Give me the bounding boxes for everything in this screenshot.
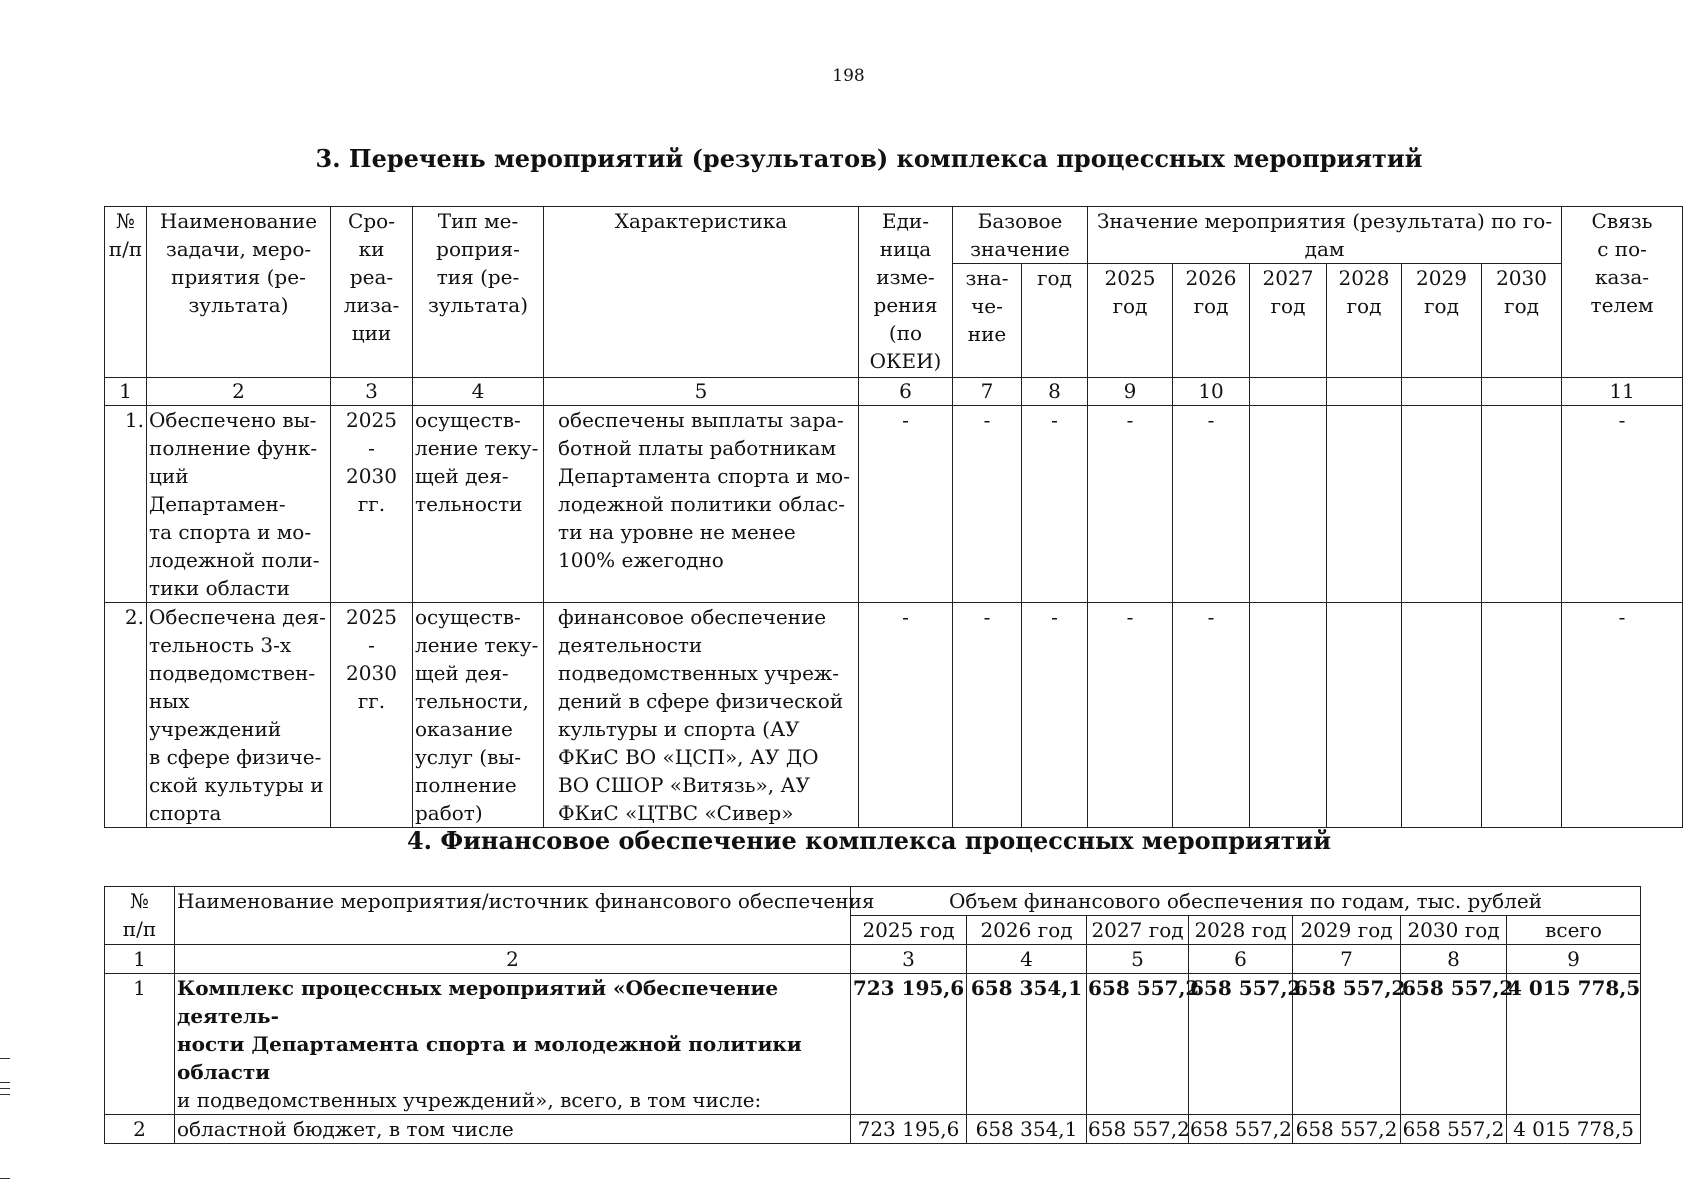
section3-title: 3. Перечень мероприятий (результатов) комплекса процессных мероприятий — [315, 144, 1423, 173]
col-number: 8 — [1022, 378, 1088, 406]
header-year-2028: 2028 год — [1327, 264, 1402, 378]
margin-mark — [0, 1082, 10, 1083]
row-y2030 — [1482, 406, 1562, 603]
row-y2026: - — [1173, 603, 1250, 828]
row-num: 1. — [105, 406, 147, 603]
margin-mark — [0, 1178, 10, 1179]
row-y2028 — [1327, 406, 1402, 603]
col-number: 4 — [413, 378, 544, 406]
row-base-value: - — [953, 603, 1022, 828]
col-number-empty — [1250, 378, 1327, 406]
row-y2025: - — [1088, 406, 1173, 603]
margin-mark — [0, 1088, 10, 1089]
row-name: Обеспечено вы- полнение функ- ций Департамен- та спорта и мо- лодежной поли- тики области — [147, 406, 331, 603]
header-characteristic: Характеристика — [544, 207, 859, 378]
fin-header-year: 2030 год — [1401, 916, 1507, 945]
table-row — [105, 974, 1641, 1115]
col-number: 1 — [105, 378, 147, 406]
header-year-2026: 2026 год — [1173, 264, 1250, 378]
fin-value: 658 557,2 — [1401, 1115, 1507, 1144]
activities-table — [104, 206, 1683, 828]
row-y2026: - — [1173, 406, 1250, 603]
header-base-value: зна- че- ние — [953, 264, 1022, 378]
column-number-row — [105, 378, 1683, 406]
col-number: 7 — [953, 378, 1022, 406]
fin-value: 658 557,2 — [1189, 1115, 1293, 1144]
fin-header-name: Наименование мероприятия/источник финансового обеспечения — [175, 887, 851, 945]
col-number: 9 — [1507, 945, 1641, 974]
col-number: 3 — [331, 378, 413, 406]
fin-value-total: 4 015 778,5 — [1507, 1115, 1641, 1144]
row-type: осуществ- ление теку- щей дея- тельности — [413, 406, 544, 603]
header-num: № п/п — [105, 207, 147, 378]
row-y2028 — [1327, 603, 1402, 828]
fin-value: 658 557,2 — [1401, 974, 1507, 1115]
margin-mark — [0, 1058, 10, 1059]
row-base-value: - — [953, 406, 1022, 603]
row-num: 2. — [105, 603, 147, 828]
header-year-2030: 2030 год — [1482, 264, 1562, 378]
col-number: 1 — [105, 945, 175, 974]
row-y2029 — [1402, 406, 1482, 603]
table-row — [105, 1115, 1641, 1144]
table-row — [105, 603, 1683, 828]
row-unit: - — [859, 603, 953, 828]
fin-header-total: всего — [1507, 916, 1641, 945]
col-number: 8 — [1401, 945, 1507, 974]
col-number-empty — [1327, 378, 1402, 406]
fin-value: 658 557,2 — [1087, 974, 1189, 1115]
fin-value: 658 354,1 — [967, 1115, 1087, 1144]
header-unit: Еди- ница изме- рения (по ОКЕИ) — [859, 207, 953, 378]
fin-value: 658 354,1 — [967, 974, 1087, 1115]
row-name: Обеспечена дея- тельность 3-х подведомствен- ных учреждений в сфере физиче- ской культуры и спорта — [147, 603, 331, 828]
header-link: Связь с по- каза- телем — [1562, 207, 1683, 378]
fin-row-num: 1 — [105, 974, 175, 1115]
fin-value: 723 195,6 — [851, 974, 967, 1115]
row-type: осуществ- ление теку- щей дея- тельности, оказание услуг (вы- полнение работ) — [413, 603, 544, 828]
row-base-year: - — [1022, 406, 1088, 603]
column-number-row — [105, 945, 1641, 974]
col-number: 4 — [967, 945, 1087, 974]
row-y2027 — [1250, 603, 1327, 828]
col-number: 6 — [859, 378, 953, 406]
row-y2029 — [1402, 603, 1482, 828]
fin-value-total: 4 015 778,5 — [1507, 974, 1641, 1115]
fin-row-name — [175, 974, 851, 1115]
fin-row-name-bold: Комплекс процессных мероприятий «Обеспечение деятель- ности Департамента спорта и молодежной политики области — [177, 976, 802, 1084]
fin-header-year: 2026 год — [967, 916, 1087, 945]
fin-header-year: 2029 год — [1293, 916, 1401, 945]
col-number: 10 — [1173, 378, 1250, 406]
fin-header-year: 2028 год — [1189, 916, 1293, 945]
fin-value: 658 557,2 — [1293, 974, 1401, 1115]
header-base: Базовое значение — [953, 207, 1088, 264]
col-number: 2 — [175, 945, 851, 974]
fin-header-year: 2025 год — [851, 916, 967, 945]
col-number: 6 — [1189, 945, 1293, 974]
row-period: 2025 - 2030 гг. — [331, 603, 413, 828]
fin-value: 723 195,6 — [851, 1115, 967, 1144]
header-values: Значение мероприятия (результата) по го- дам — [1088, 207, 1562, 264]
row-link: - — [1562, 603, 1683, 828]
col-number: 5 — [544, 378, 859, 406]
col-number: 11 — [1562, 378, 1683, 406]
header-name: Наименование задачи, меро- приятия (ре- зультата) — [147, 207, 331, 378]
page-number: 198 — [832, 66, 865, 86]
header-year-2025: 2025 год — [1088, 264, 1173, 378]
fin-row-num: 2 — [105, 1115, 175, 1144]
col-number: 2 — [147, 378, 331, 406]
header-base-year: год — [1022, 264, 1088, 378]
header-year-2027: 2027 год — [1250, 264, 1327, 378]
row-y2030 — [1482, 603, 1562, 828]
row-characteristic: финансовое обеспечение деятельности подведомственных учреж- дений в сфере физической культуры и спорта (АУ ФКиС ВО «ЦСП», АУ ДО ВО СШОР «Витязь», АУ ФКиС «ЦТВС «Сивер» — [544, 603, 859, 828]
table-row — [105, 406, 1683, 603]
header-period: Сро- ки реа- лиза- ции — [331, 207, 413, 378]
row-link: - — [1562, 406, 1683, 603]
fin-row-name: областной бюджет, в том числе — [175, 1115, 851, 1144]
fin-value: 658 557,2 — [1189, 974, 1293, 1115]
row-characteristic: обеспечены выплаты зара- ботной платы работникам Департамента спорта и мо- лодежной политики облас- ти на уровне не менее 100% ежегодно — [544, 406, 859, 603]
fin-value: 658 557,2 — [1293, 1115, 1401, 1144]
header-type: Тип ме- роприя- тия (ре- зультата) — [413, 207, 544, 378]
fin-header-year: 2027 год — [1087, 916, 1189, 945]
financing-table — [104, 886, 1641, 1144]
col-number: 7 — [1293, 945, 1401, 974]
row-y2027 — [1250, 406, 1327, 603]
header-year-2029: 2029 год — [1402, 264, 1482, 378]
row-period: 2025 - 2030 гг. — [331, 406, 413, 603]
fin-header-num: № п/п — [105, 887, 175, 945]
section4-title: 4. Финансовое обеспечение комплекса процессных мероприятий — [406, 826, 1332, 855]
col-number: 5 — [1087, 945, 1189, 974]
col-number-empty — [1482, 378, 1562, 406]
fin-header-volume: Объем финансового обеспечения по годам, тыс. рублей — [851, 887, 1641, 916]
row-base-year: - — [1022, 603, 1088, 828]
col-number-empty — [1402, 378, 1482, 406]
row-y2025: - — [1088, 603, 1173, 828]
col-number: 9 — [1088, 378, 1173, 406]
fin-value: 658 557,2 — [1087, 1115, 1189, 1144]
fin-row-name-cont: и подведомственных учреждений», всего, в том числе: — [177, 1088, 762, 1112]
margin-mark — [0, 1094, 10, 1095]
col-number: 3 — [851, 945, 967, 974]
row-unit: - — [859, 406, 953, 603]
